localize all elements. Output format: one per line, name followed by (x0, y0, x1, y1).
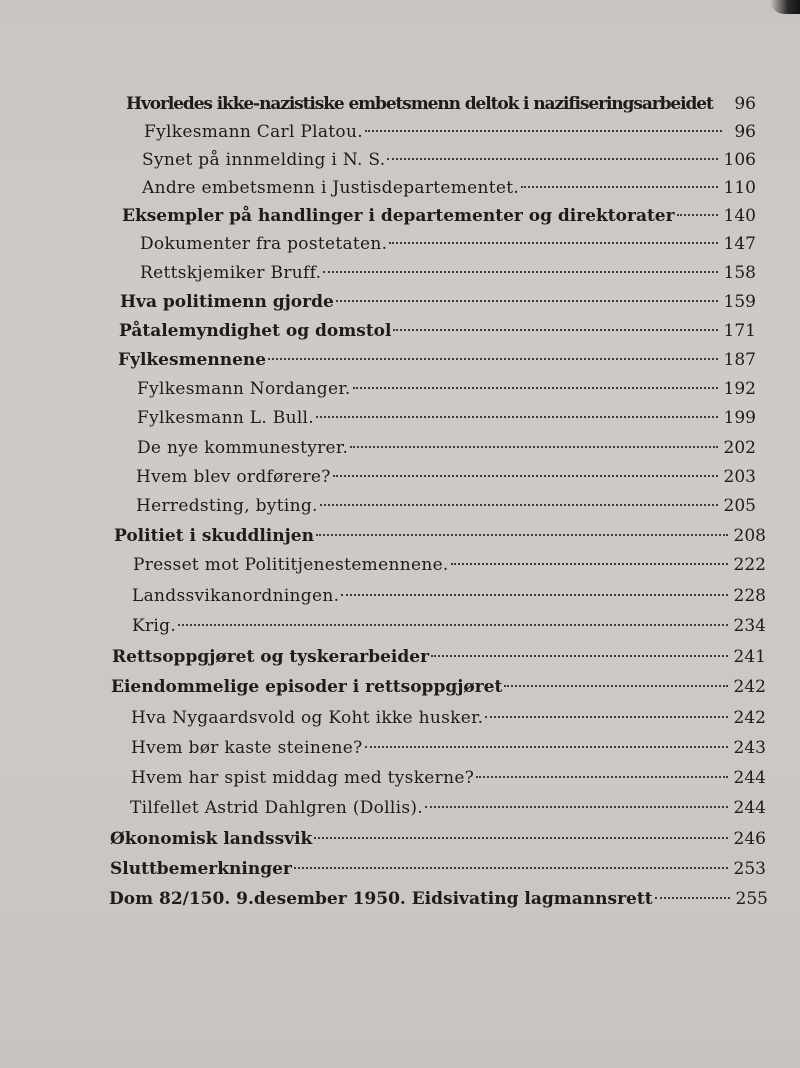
toc-entry-page: 222 (733, 555, 766, 575)
toc-entry (110, 827, 766, 851)
toc-entry-page: 228 (733, 586, 766, 606)
toc-entry-title: Hva politimenn gjorde (120, 292, 334, 312)
dot-leader (476, 776, 727, 778)
toc-entry (136, 465, 756, 489)
dot-leader (451, 563, 728, 565)
toc-entry-page: 241 (733, 647, 766, 667)
dot-leader (333, 475, 718, 477)
toc-entry-title: Hvorledes ikke-nazistiske embetsmenn deltok i nazifiseringsarbeidet (126, 94, 713, 114)
dot-leader (677, 214, 718, 216)
toc-entry-page: 234 (733, 616, 766, 636)
dot-leader (268, 358, 717, 360)
toc-entry (142, 176, 756, 200)
toc-entry-page: 208 (733, 526, 766, 546)
toc-entry (137, 377, 756, 401)
dot-leader (387, 158, 717, 160)
toc-entry (132, 614, 766, 638)
toc-entry-title: Eksempler på handlinger i departementer og direktorater (122, 206, 675, 226)
toc-entry-title: Hva Nygaardsvold og Koht ikke husker. (131, 708, 484, 728)
toc-entry (122, 204, 756, 228)
toc-entry-title: Hvem blev ordførere? (136, 467, 331, 487)
toc-entry-title: De nye kommunestyrer. (137, 438, 349, 458)
toc-entry-title: Fylkesmennene (118, 350, 267, 370)
dot-leader (365, 746, 728, 748)
toc-entry-page: 159 (723, 292, 756, 312)
toc-entry (136, 494, 756, 518)
dot-leader (353, 387, 718, 389)
toc-entry-page: 242 (733, 677, 766, 697)
toc-entry (131, 766, 766, 790)
toc-entry-title: Presset mot Polititjenestemennene. (133, 555, 449, 575)
toc-entry-title: Politiet i skuddlinjen (114, 526, 314, 546)
toc-entry (120, 290, 756, 314)
toc-entry-page: 203 (723, 467, 756, 487)
toc-entry-page: 253 (733, 859, 766, 879)
toc-entry (118, 348, 756, 372)
dot-leader (178, 624, 727, 626)
dot-leader (323, 271, 717, 273)
toc-entry-page: 147 (723, 234, 756, 254)
toc-entry-title: Fylkesmann Nordanger. (137, 379, 351, 399)
toc-entry-title: Rettskjemiker Bruff. (140, 263, 322, 283)
toc-entry-title: Fylkesmann Carl Platou. (144, 122, 363, 142)
dot-leader (314, 837, 727, 839)
dot-leader (425, 806, 727, 808)
toc-entry-title: Andre embetsmenn i Justisdepartementet. (142, 178, 520, 198)
toc-entry (137, 406, 756, 430)
toc-entry-page: 255 (735, 889, 768, 909)
dot-leader (655, 897, 730, 899)
toc-entry-title: Krig. (132, 616, 177, 636)
toc-entry-title: Landssvikanordningen. (132, 586, 340, 606)
toc-entry-title: Dom 82/150. 9.desember 1950. Eidsivating lagmannsrett (109, 889, 653, 909)
toc-entry-page: 199 (723, 408, 756, 428)
dot-leader (316, 416, 718, 418)
toc-entry (126, 92, 756, 116)
toc-entry-page: 96 (734, 122, 756, 142)
toc-entry-page: 187 (723, 350, 756, 370)
toc-entry-page: 205 (723, 496, 756, 516)
toc-entry-page: 96 (734, 94, 756, 114)
dot-leader (316, 534, 728, 536)
dot-leader (336, 300, 718, 302)
toc-entry-page: 202 (723, 438, 756, 458)
toc-entry-page: 158 (723, 263, 756, 283)
toc-entry (142, 148, 756, 172)
toc-entry (131, 706, 766, 730)
dot-leader (350, 446, 717, 448)
toc-entry-page: 106 (723, 150, 756, 170)
toc-entry-page: 244 (733, 768, 766, 788)
toc-entry-title: Rettsoppgjøret og tyskerarbeider (112, 647, 430, 667)
toc-entry-title: Sluttbemerkninger (110, 859, 292, 879)
toc-entry (111, 675, 766, 699)
toc-entry-title: Eiendommelige episoder i rettsoppgjøret (111, 677, 503, 697)
toc-entry-title: Hvem har spist middag med tyskerne? (131, 768, 475, 788)
toc-entry-title: Herredsting, byting. (136, 496, 318, 516)
toc-entry-title: Synet på innmelding i N. S. (142, 150, 386, 170)
toc-entry (119, 319, 756, 343)
dot-leader (521, 186, 717, 188)
toc-entry-title: Fylkesmann L. Bull. (137, 408, 314, 428)
toc-entry-page: 242 (733, 708, 766, 728)
toc-entry-page: 246 (733, 829, 766, 849)
toc-entry-title: Påtalemyndighet og domstol (119, 321, 392, 341)
toc-entry (137, 436, 756, 460)
dot-leader (389, 242, 717, 244)
toc-entry-page: 192 (723, 379, 756, 399)
toc-entry (131, 736, 766, 760)
toc-entry-page: 110 (723, 178, 756, 198)
toc-entry (132, 584, 766, 608)
dot-leader (485, 716, 727, 718)
dot-leader (294, 867, 728, 869)
dot-leader (320, 504, 718, 506)
toc-entry-title: Tilfellet Astrid Dahlgren (Dollis). (130, 798, 424, 818)
toc-entry (110, 857, 766, 881)
dot-leader (393, 329, 717, 331)
toc-entry-page: 140 (723, 206, 756, 226)
toc-entry (130, 796, 766, 820)
toc-entry-page: 244 (733, 798, 766, 818)
dot-leader (504, 685, 727, 687)
dot-leader (431, 655, 728, 657)
toc-entry-title: Hvem bør kaste steinene? (131, 738, 363, 758)
toc-entry-title: Dokumenter fra postetaten. (140, 234, 388, 254)
toc-entry-title: Økonomisk landssvik (110, 829, 313, 849)
toc-entry-page: 243 (733, 738, 766, 758)
toc-entry-page: 171 (723, 321, 756, 341)
toc-entry (114, 524, 766, 548)
toc-entry (133, 553, 766, 577)
toc-entry (140, 232, 756, 256)
dot-leader (341, 594, 727, 596)
dot-leader (365, 130, 722, 132)
toc-entry (109, 887, 768, 911)
toc-entry (112, 645, 766, 669)
toc-entry (140, 261, 756, 285)
toc-entry (144, 120, 756, 144)
